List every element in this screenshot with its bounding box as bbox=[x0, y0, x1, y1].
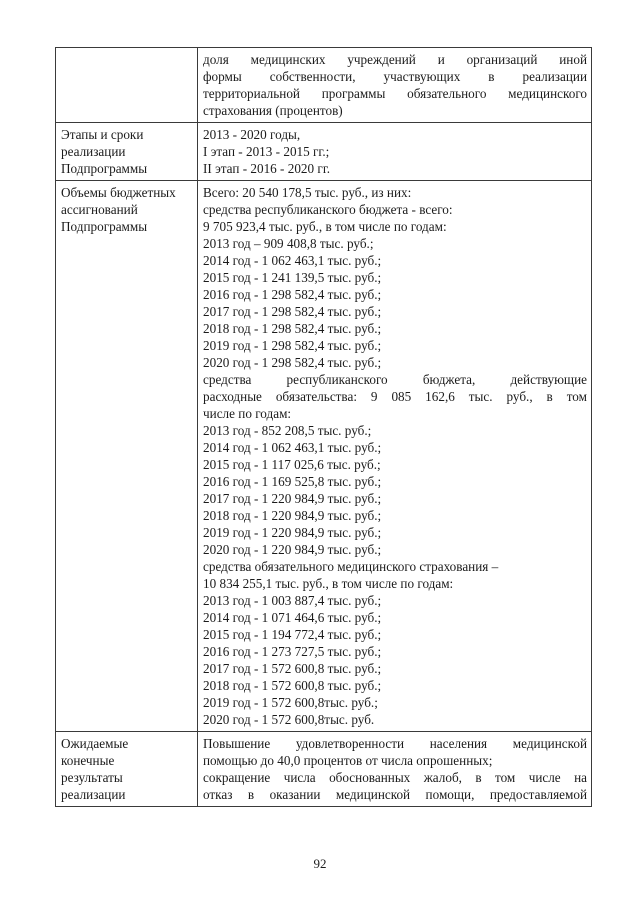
row-value-line: 2014 год - 1 062 463,1 тыс. руб.; bbox=[203, 253, 382, 268]
row-value-line: 2017 год - 1 572 600,8 тыс. руб.; bbox=[203, 661, 382, 676]
row-label-line: ассигнований bbox=[61, 202, 138, 217]
row-value-cell bbox=[198, 732, 592, 807]
row-value-cell bbox=[198, 181, 592, 732]
row-label-line: результаты bbox=[61, 770, 123, 785]
row-label-line: Ожидаемые bbox=[61, 736, 129, 751]
row-value-line: 2017 год - 1 298 582,4 тыс. руб.; bbox=[203, 304, 382, 319]
row-label-cell bbox=[56, 181, 198, 732]
row-value-line: 2019 год - 1 298 582,4 тыс. руб.; bbox=[203, 338, 382, 353]
row-value-line: 2019 год - 1 572 600,8тыс. руб.; bbox=[203, 695, 378, 710]
table-row bbox=[56, 732, 592, 807]
row-value-line: территориальной программы обязательного медицинского bbox=[203, 86, 587, 101]
row-value-line: 2014 год - 1 062 463,1 тыс. руб.; bbox=[203, 440, 382, 455]
row-value-line: 2015 год - 1 117 025,6 тыс. руб.; bbox=[203, 457, 381, 472]
row-value-cell bbox=[198, 123, 592, 181]
subprogram-passport-table bbox=[55, 47, 592, 807]
row-value-line: 2013 год - 1 003 887,4 тыс. руб.; bbox=[203, 593, 382, 608]
row-value-line: 2017 год - 1 220 984,9 тыс. руб.; bbox=[203, 491, 382, 506]
row-value-line: 2013 - 2020 годы, bbox=[203, 127, 301, 142]
row-value-line: 2015 год - 1 241 139,5 тыс. руб.; bbox=[203, 270, 382, 285]
row-value-line: средства республиканского бюджета - всего: bbox=[203, 202, 453, 217]
row-value-line: 2018 год - 1 298 582,4 тыс. руб.; bbox=[203, 321, 382, 336]
row-value-line: 2015 год - 1 194 772,4 тыс. руб.; bbox=[203, 627, 382, 642]
row-label-line: конечные bbox=[61, 753, 115, 768]
row-value-line: 2013 год - 852 208,5 тыс. руб.; bbox=[203, 423, 372, 438]
row-value-line: страхования (процентов) bbox=[203, 103, 343, 118]
row-label-line: реализации bbox=[61, 144, 126, 159]
row-value-line: числе по годам: bbox=[203, 406, 292, 421]
row-value-line: 2018 год - 1 572 600,8 тыс. руб.; bbox=[203, 678, 382, 693]
row-value-line: 2020 год - 1 572 600,8тыс. руб. bbox=[203, 712, 375, 727]
row-value-line: отказ в оказании медицинской помощи, предоставляемой bbox=[203, 787, 587, 802]
row-value-line: средства республиканского бюджета, действующие bbox=[203, 372, 587, 387]
row-value-line: I этап - 2013 - 2015 гг.; bbox=[203, 144, 330, 159]
row-value-line: 2019 год - 1 220 984,9 тыс. руб.; bbox=[203, 525, 382, 540]
row-value-cell bbox=[198, 48, 592, 123]
table-row bbox=[56, 181, 592, 732]
row-value-line: 2014 год - 1 071 464,6 тыс. руб.; bbox=[203, 610, 382, 625]
row-label-line: реализации bbox=[61, 787, 126, 802]
table-row bbox=[56, 123, 592, 181]
row-value-line: помощью до 40,0 процентов от числа опрошенных; bbox=[203, 753, 493, 768]
table-row bbox=[56, 48, 592, 123]
row-label-cell bbox=[56, 48, 198, 123]
row-value-line: 2016 год - 1 169 525,8 тыс. руб.; bbox=[203, 474, 382, 489]
row-value-line: расходные обязательства: 9 085 162,6 тыс. руб., в том bbox=[203, 389, 587, 404]
row-value-line: 9 705 923,4 тыс. руб., в том числе по годам: bbox=[203, 219, 447, 234]
row-value-line: Повышение удовлетворенности населения медицинской bbox=[203, 736, 587, 751]
row-value-line: 2020 год - 1 298 582,4 тыс. руб.; bbox=[203, 355, 382, 370]
row-label-line: Подпрограммы bbox=[61, 219, 148, 234]
row-value-line: 10 834 255,1 тыс. руб., в том числе по годам: bbox=[203, 576, 454, 591]
row-label-cell bbox=[56, 732, 198, 807]
row-value-line: сокращение числа обоснованных жалоб, в том числе на bbox=[203, 770, 587, 785]
row-label-line: Этапы и сроки bbox=[61, 127, 144, 142]
row-value-line: 2013 год – 909 408,8 тыс. руб.; bbox=[203, 236, 374, 251]
row-label-line: Объемы бюджетных bbox=[61, 185, 176, 200]
page-number: 92 bbox=[313, 856, 327, 871]
row-label-line: Подпрограммы bbox=[61, 161, 148, 176]
row-value-line: 2020 год - 1 220 984,9 тыс. руб.; bbox=[203, 542, 382, 557]
row-value-line: 2016 год - 1 273 727,5 тыс. руб.; bbox=[203, 644, 382, 659]
row-value-line: доля медицинских учреждений и организаций иной bbox=[203, 52, 587, 67]
row-label-cell bbox=[56, 123, 198, 181]
row-value-line: Всего: 20 540 178,5 тыс. руб., из них: bbox=[203, 185, 412, 200]
row-value-line: формы собственности, участвующих в реализации bbox=[203, 69, 587, 84]
row-value-line: 2016 год - 1 298 582,4 тыс. руб.; bbox=[203, 287, 382, 302]
row-value-line: средства обязательного медицинского страхования – bbox=[203, 559, 499, 574]
row-value-line: 2018 год - 1 220 984,9 тыс. руб.; bbox=[203, 508, 382, 523]
row-value-line: II этап - 2016 - 2020 гг. bbox=[203, 161, 331, 176]
